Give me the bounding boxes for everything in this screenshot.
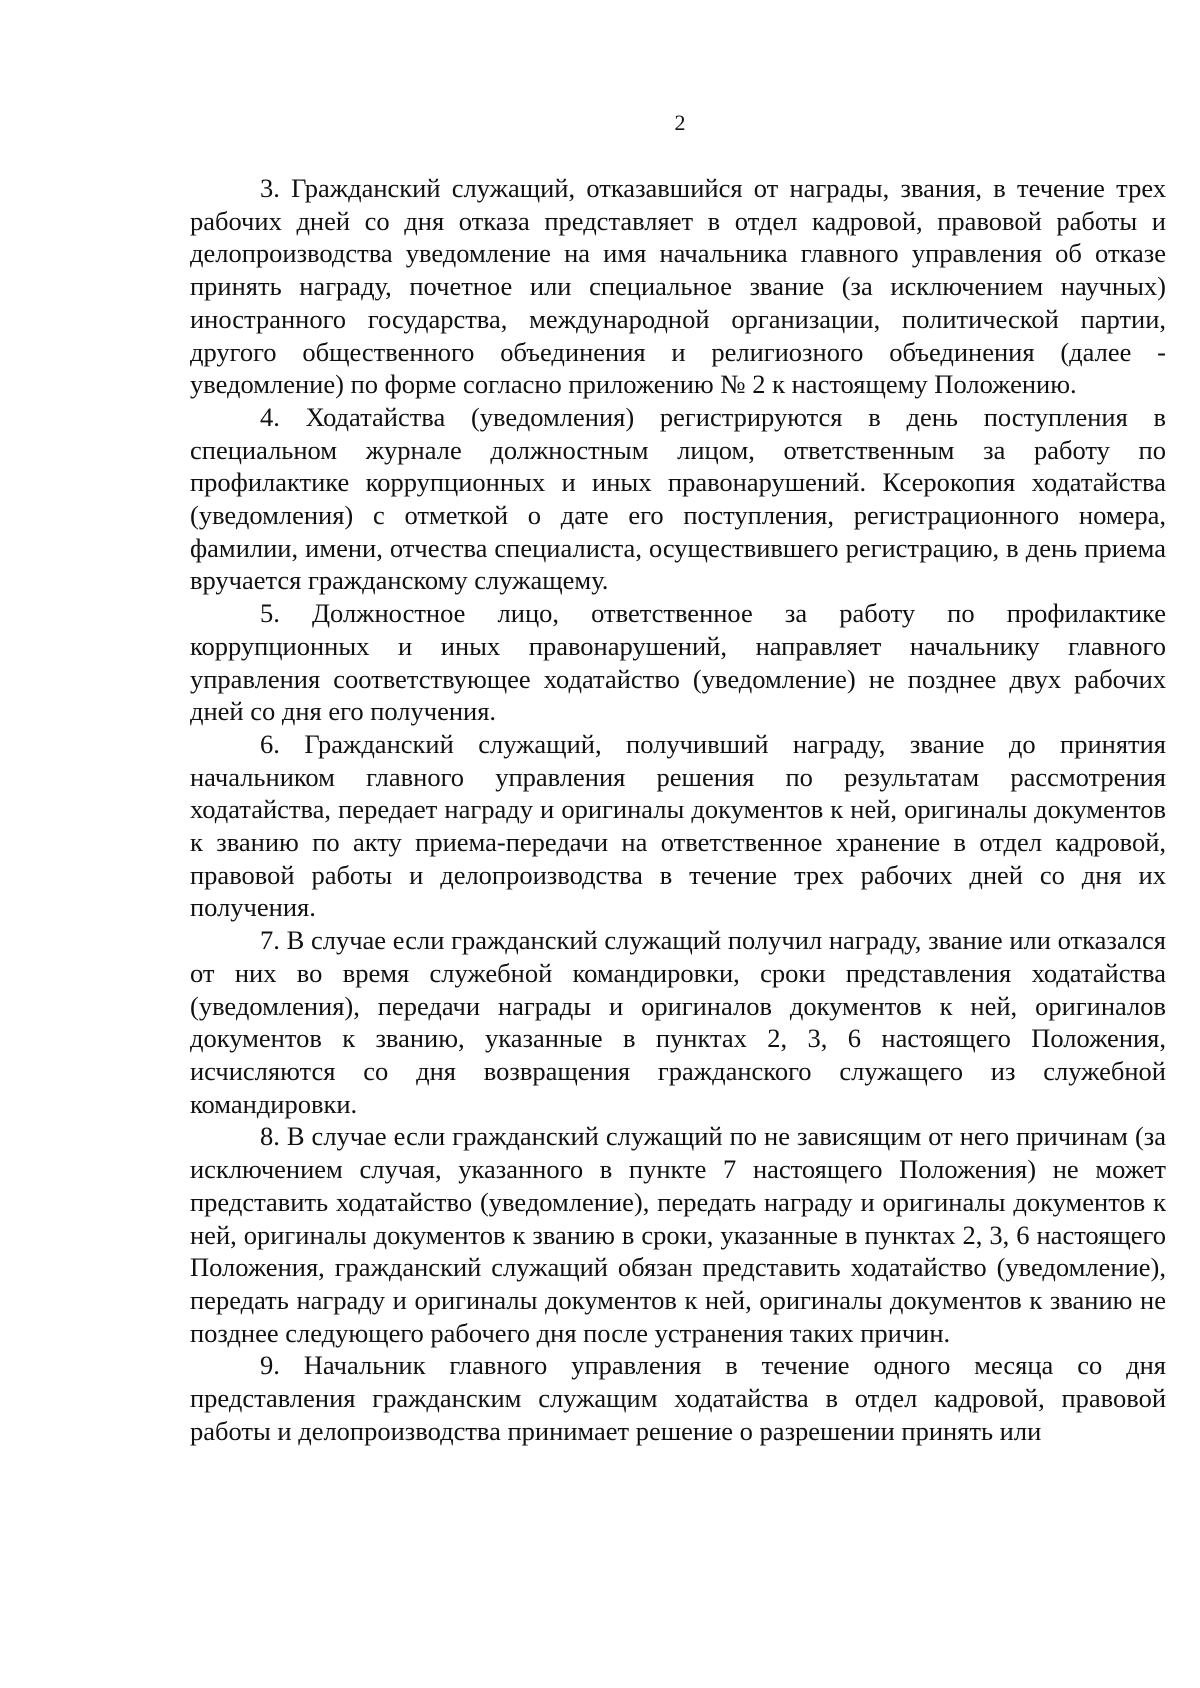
paragraph-6: 6. Гражданский служащий, получивший награду, звание до принятия начальником главного управления решения по результатам рассмотрения ходатайства, передает награду и оригиналы документов к ней, оригиналы документов к званию по акту приема-передачи на ответственное хранение в отдел кадровой, правовой работы и делопроизводства в течение трех рабочих дней со дня их получения. [190,728,1166,923]
paragraph-3: 3. Гражданский служащий, отказавшийся от награды, звания, в течение трех рабочих дней со дня отказа представляет в отдел кадровой, правовой работы и делопроизводства уведомление на имя начальника главного управления об отказе принять награду, почетное или специальное звание (за исключением научных) иностранного государства, международной организации, политической партии, другого общественного объединения и религиозного объединения (далее - уведомление) по форме согласно приложению № 2 к настоящему Положению. [190,173,1166,400]
paragraph-9: 9. Начальник главного управления в течение одного месяца со дня представления гражданским служащим ходатайства в отдел кадровой, правовой работы и делопроизводства принимает решение о разрешении принять или [190,1350,1166,1446]
paragraph-8: 8. В случае если гражданский служащий по не зависящим от него причинам (за исключением случая, указанного в пункте 7 настоящего Положения) не может представить ходатайство (уведомление), передать награду и оригиналы документов к ней, оригиналы документов к званию в сроки, указанные в пунктах 2, 3, 6 настоящего Положения, гражданский служащий обязан представить ходатайство (уведомление), передать награду и оригиналы документов к ней, оригиналы документов к званию не позднее следующего рабочего дня после устранения таких причин. [190,1121,1166,1348]
document-body [190,172,1166,1447]
page-number: 2 [674,110,686,135]
paragraph-4: 4. Ходатайства (уведомления) регистрируются в день поступления в специальном журнале должностным лицом, ответственным за работу по профилактике коррупционных и иных правонарушений. Ксерокопия ходатайства (уведомления) с отметкой о дате его поступления, регистрационного номера, фамилии, имени, отчества специалиста, осуществившего регистрацию, в день приема вручается гражданскому служащему. [190,401,1166,596]
paragraph-7: 7. В случае если гражданский служащий получил награду, звание или отказался от них во время служебной командировки, сроки представления ходатайства (уведомления), передачи награды и оригиналов документов к ней, оригиналов документов к званию, указанные в пунктах 2, 3, 6 настоящего Положения, исчисляются со дня возвращения гражданского служащего из служебной командировки. [190,925,1166,1119]
paragraph-5: 5. Должностное лицо, ответственное за работу по профилактике коррупционных и иных правонарушений, направляет начальнику главного управления соответствующее ходатайство (уведомление) не позднее двух рабочих дней со дня его получения. [190,598,1166,727]
